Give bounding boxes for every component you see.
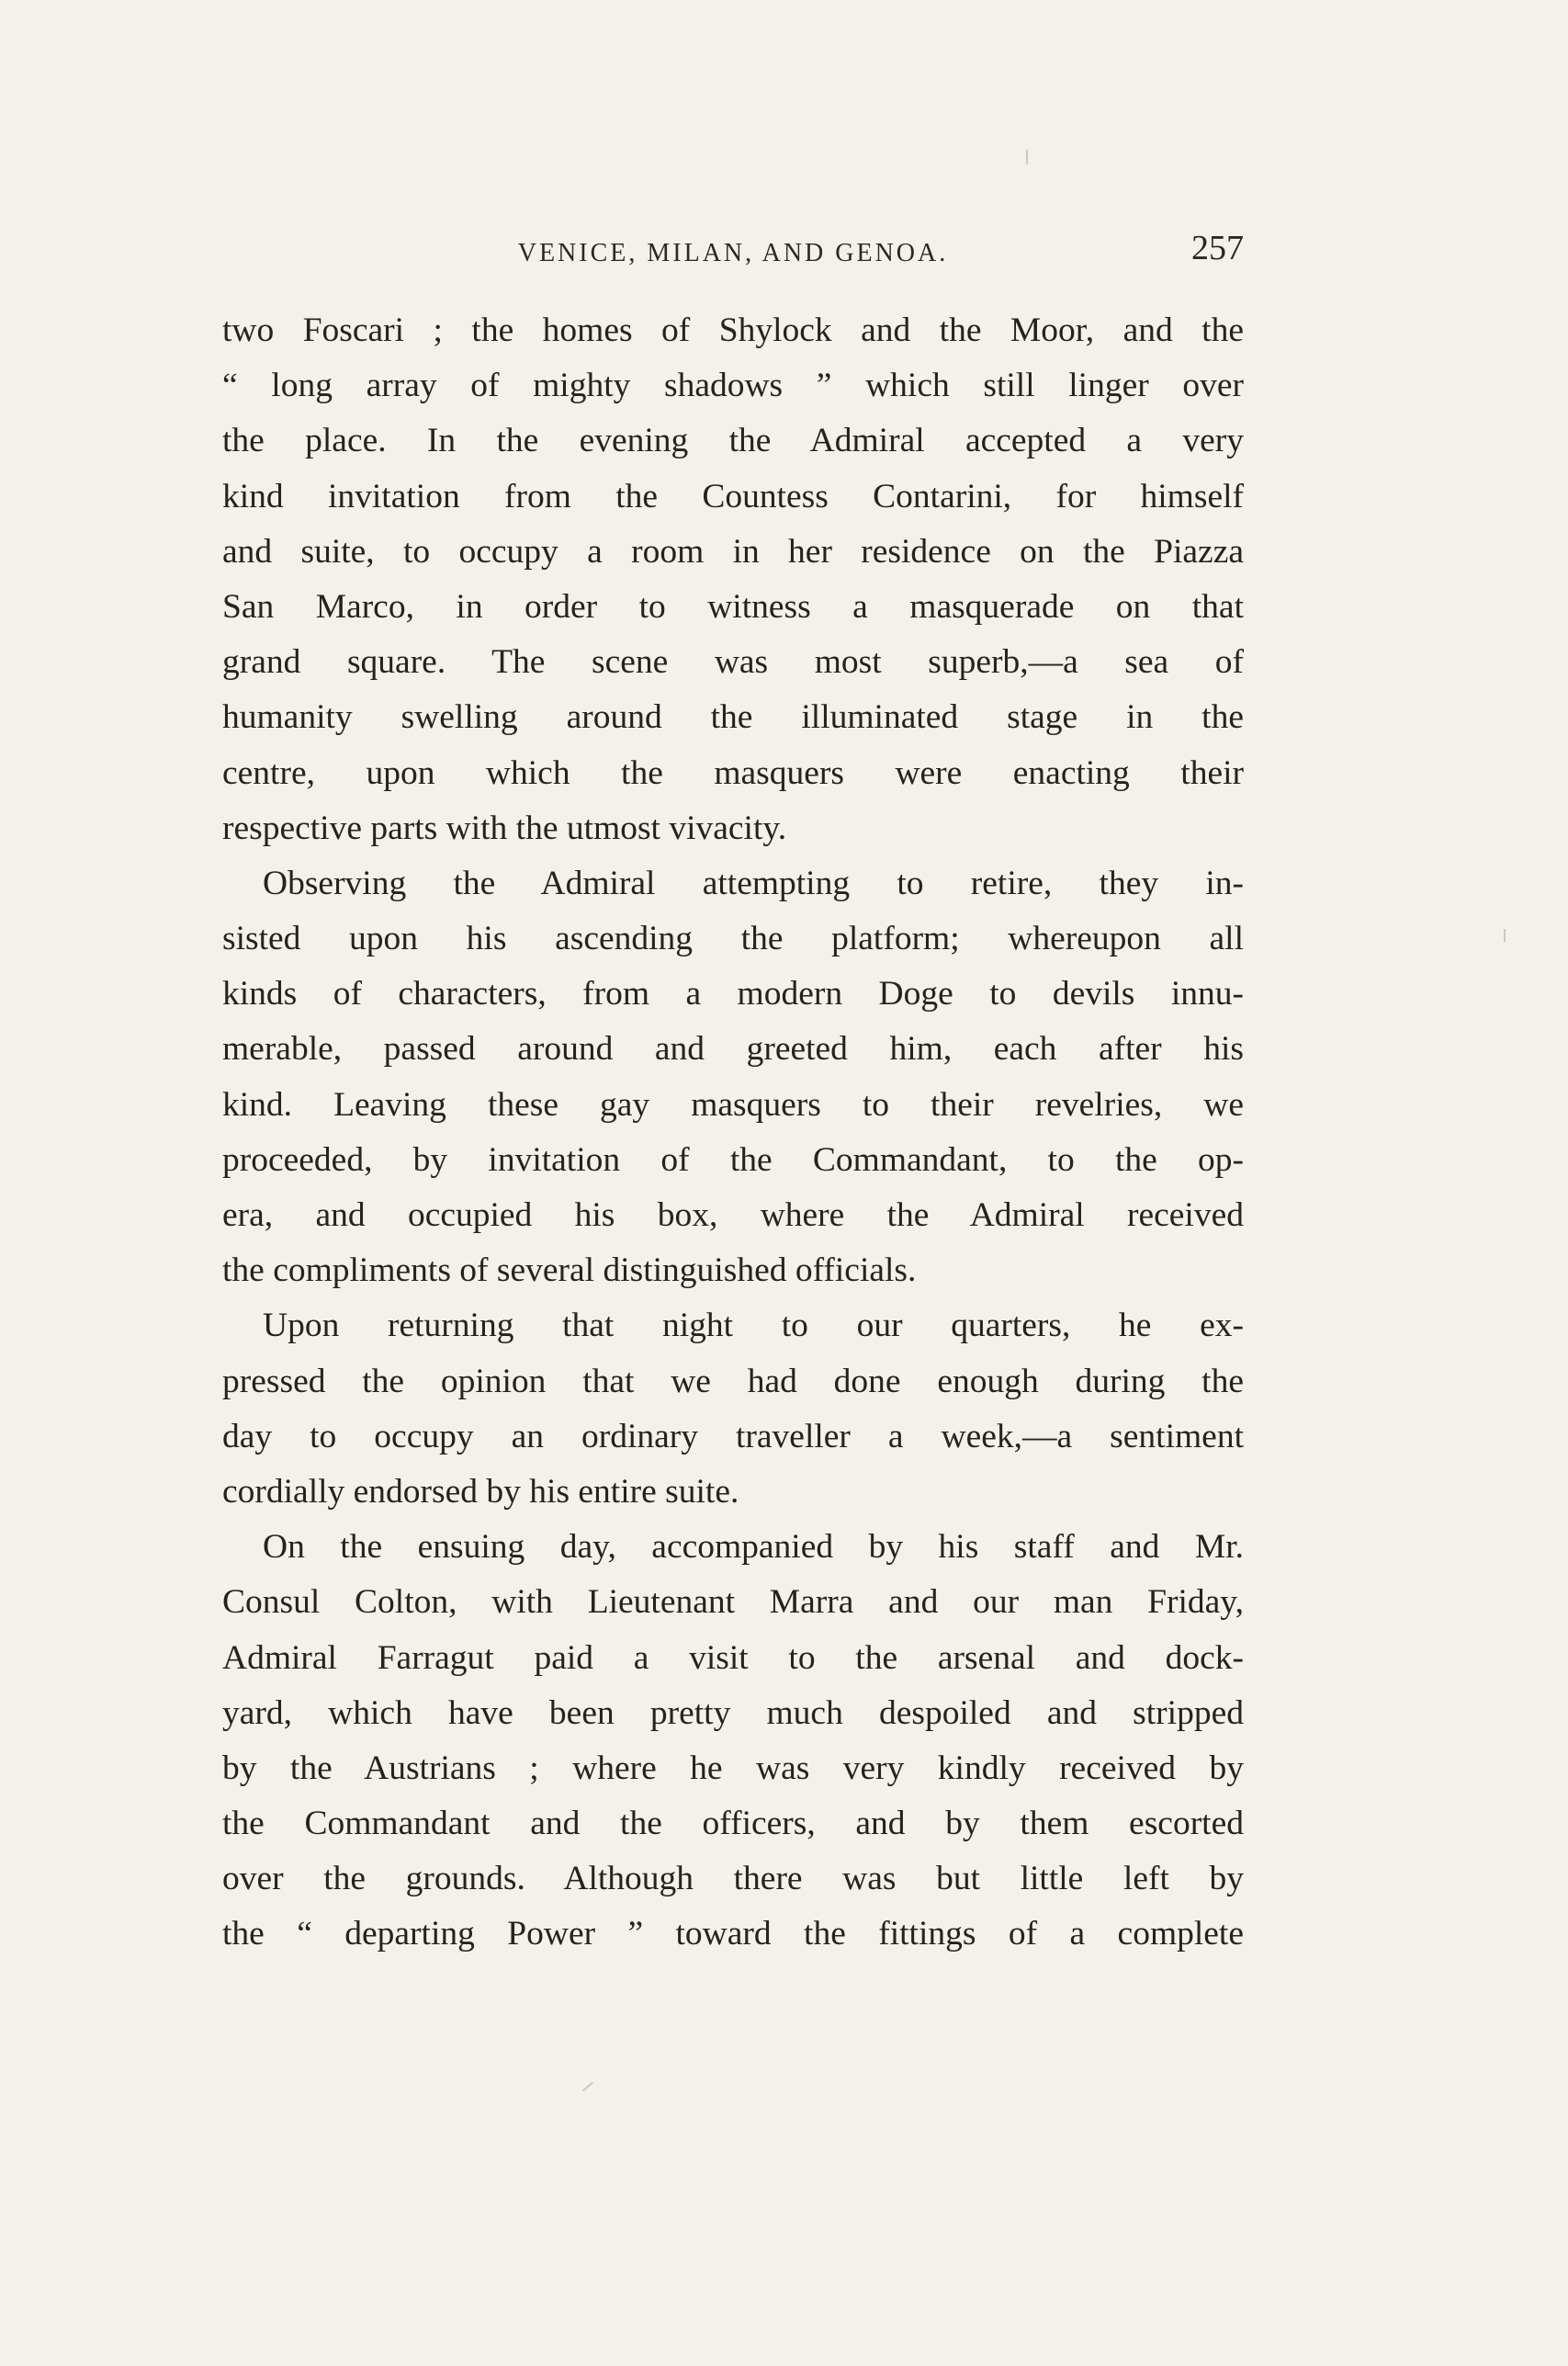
paper-mark — [582, 2082, 593, 2092]
text-line: yard, which have been pretty much despoiled and stripped — [222, 1693, 1244, 1732]
text-line: Observing the Admiral attempting to retire, they in- — [263, 864, 1244, 902]
running-title: VENICE, MILAN, AND GENOA. — [517, 239, 949, 267]
text-line: Admiral Farragut paid a visit to the arsenal and dock- — [222, 1638, 1244, 1677]
text-line: proceeded, by invitation of the Commandant, to the op- — [222, 1140, 1244, 1179]
text-line: and suite, to occupy a room in her residence on the Piazza — [222, 532, 1244, 571]
text-line: “ long array of mighty shadows ” which still linger over — [222, 367, 1244, 405]
text-line: Consul Colton, with Lieutenant Marra and our man Friday, — [222, 1583, 1244, 1622]
text-line: Upon returning that night to our quarters, he ex- — [263, 1307, 1244, 1345]
text-line: kind. Leaving these gay masquers to their revelries, we — [222, 1085, 1244, 1124]
text-line: the place. In the evening the Admiral accepted a very — [222, 422, 1244, 460]
running-head — [222, 228, 1244, 274]
text-line: sisted upon his ascending the platform; whereupon all — [222, 920, 1244, 958]
text-line: merable, passed around and greeted him, each after his — [222, 1030, 1244, 1069]
text-line: grand square. The scene was most superb,—a sea of — [222, 643, 1244, 682]
page-number: 257 — [1191, 229, 1244, 267]
text-line: San Marco, in order to witness a masquerade on that — [222, 587, 1244, 626]
text-line: by the Austrians ; where he was very kindly received by — [222, 1749, 1244, 1787]
text-line: the “ departing Power ” toward the fittings of a complete — [222, 1915, 1244, 1953]
text-line: two Foscari ; the homes of Shylock and the Moor, and the — [222, 311, 1244, 349]
text-line: centre, upon which the masquers were enacting their — [222, 753, 1244, 792]
text-line: kinds of characters, from a modern Doge to devils innu- — [222, 975, 1244, 1013]
text-line: cordially endorsed by his entire suite. — [222, 1472, 739, 1511]
text-line: respective parts with the utmost vivacity. — [222, 809, 787, 847]
paper-mark — [1504, 929, 1506, 942]
text-line: kind invitation from the Countess Contarini, for himself — [222, 477, 1244, 515]
text-line: era, and occupied his box, where the Admiral received — [222, 1196, 1244, 1234]
paper-mark — [1026, 150, 1028, 164]
text-line: On the ensuing day, accompanied by his staff and Mr. — [263, 1528, 1244, 1567]
text-line: humanity swelling around the illuminated stage in the — [222, 698, 1244, 737]
text-line: the Commandant and the officers, and by them escorted — [222, 1805, 1244, 1843]
text-line: pressed the opinion that we had done enough during the — [222, 1362, 1244, 1400]
text-line: the compliments of several distinguished officials. — [222, 1251, 917, 1290]
text-line: over the grounds. Although there was but little left by — [222, 1860, 1244, 1898]
text-line: day to occupy an ordinary traveller a week,—a sentiment — [222, 1417, 1244, 1455]
body-text — [222, 303, 1244, 1963]
